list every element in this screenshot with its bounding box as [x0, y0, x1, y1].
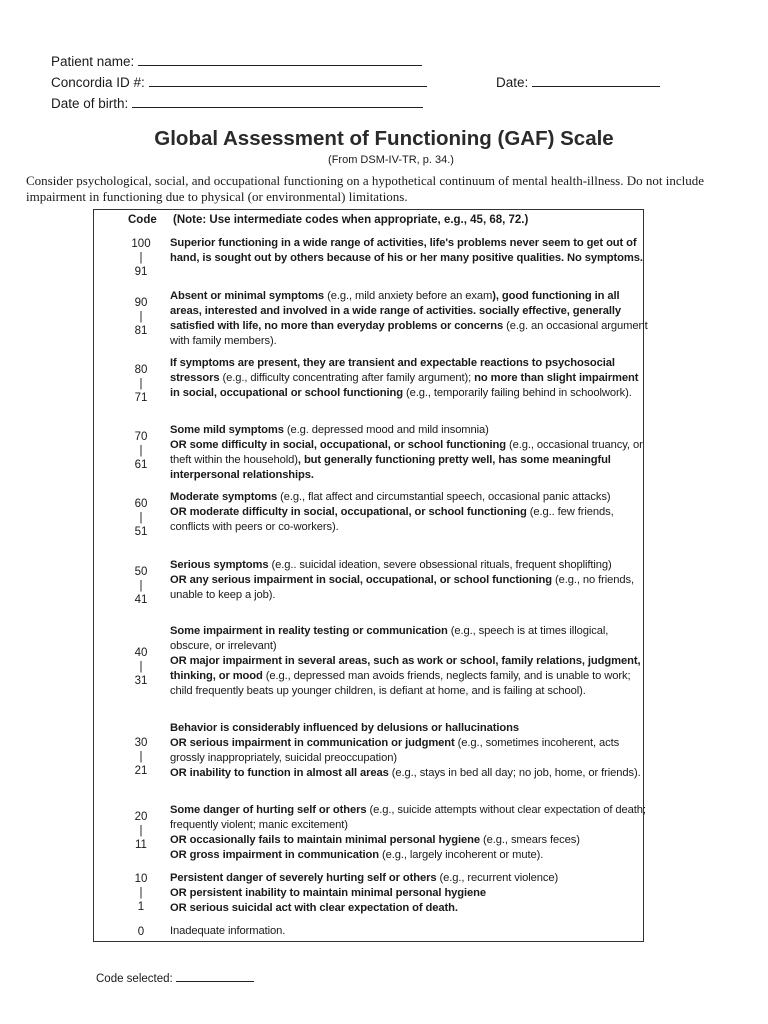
- page-title: Global Assessment of Functioning (GAF) Scale: [154, 127, 614, 150]
- desc-example: (e.g.. suicidal ideation, severe obsessional rituals, frequent shoplifting): [268, 559, 612, 571]
- code-range: [126, 363, 156, 405]
- note-column-header: (Note: Use intermediate codes when appropriate, e.g., 45, 68, 72.): [173, 214, 529, 226]
- code-range: [126, 565, 156, 607]
- desc-bold: ), good functioning in all areas, interested and involved in a wide range of activities. socially effective, generally satisfied with life, no more than everyday problems or concerns: [170, 290, 622, 332]
- code-range-bar: |: [139, 512, 143, 524]
- desc-bold: , but generally functioning pretty well, has some meaningful interpersonal relationships.: [170, 454, 611, 481]
- desc-bold: OR serious suicidal act with clear expectation of death.: [170, 902, 458, 914]
- code-low: 41: [134, 594, 148, 606]
- date-line[interactable]: [532, 74, 660, 87]
- desc-bold: OR inability to function in almost all areas: [170, 767, 389, 779]
- date-of-birth-label: Date of birth:: [51, 96, 129, 111]
- patient-name-field[interactable]: [51, 53, 422, 69]
- code-high: 80: [134, 364, 148, 376]
- code-low: 1: [137, 901, 145, 913]
- row-description: [170, 721, 648, 781]
- gaf-scale-table: [93, 209, 648, 942]
- row-description: [170, 356, 648, 401]
- code-selected-label: Code selected:: [96, 973, 173, 985]
- concordia-id-label: Concordia ID #:: [51, 75, 145, 90]
- code-range-bar: |: [139, 252, 143, 264]
- desc-bold: Some danger of hurting self or others: [170, 804, 367, 816]
- code-high: 100: [131, 238, 151, 250]
- row-description: [170, 803, 648, 863]
- desc-example: (e.g., stays in bed all day; no job, home, or friends).: [388, 767, 641, 779]
- code-low: 31: [134, 675, 148, 687]
- code-range-bar: |: [139, 887, 143, 899]
- code-range: [126, 925, 156, 939]
- source-citation: (From DSM-IV-TR, p. 34.): [328, 154, 454, 166]
- patient-name-line[interactable]: [138, 53, 422, 66]
- desc-example: (e.g., mild anxiety before an exam: [324, 290, 493, 302]
- concordia-id-line[interactable]: [149, 74, 427, 87]
- intro-paragraph: Consider psychological, social, and occupational functioning on a hypothetical continuum of mental health-illness. Do not include impairment in functioning due to physical (or environmental) limitations.: [26, 173, 705, 204]
- row-description: [170, 289, 648, 349]
- code-high: 10: [134, 873, 148, 885]
- code-high: 50: [134, 566, 148, 578]
- desc-bold: Persistent danger of severely hurting self or others: [170, 872, 437, 884]
- code-low: 91: [134, 266, 148, 278]
- concordia-id-field[interactable]: [51, 74, 427, 90]
- desc-example: (e.g., occasional truancy, or theft within the household): [170, 439, 643, 466]
- code-range-bar: |: [139, 825, 143, 837]
- desc-example: (e.g., difficulty concentrating after family argument);: [219, 372, 472, 384]
- code-high: 0: [137, 926, 145, 938]
- desc-bold: OR serious impairment in communication or judgment: [170, 737, 455, 749]
- code-range-bar: |: [139, 580, 143, 592]
- desc-bold: Moderate symptoms: [170, 491, 278, 503]
- code-range-bar: |: [139, 661, 143, 673]
- row-description: [170, 236, 648, 266]
- desc-example: (e.g., sometimes incoherent, acts grossly inappropriately, suicidal preoccupation): [170, 737, 620, 764]
- row-description: [170, 624, 648, 699]
- code-low: 61: [134, 459, 148, 471]
- desc-bold: Some impairment in reality testing or communication: [170, 625, 448, 637]
- desc-bold: Serious symptoms: [170, 559, 269, 571]
- code-selected-field[interactable]: [96, 969, 254, 985]
- desc-example: (e.g., no friends, unable to keep a job).: [170, 574, 635, 601]
- desc-text: Inadequate information.: [170, 925, 286, 937]
- desc-example: (e.g.. few friends, conflicts with peers or co-workers).: [170, 506, 614, 533]
- date-of-birth-line[interactable]: [132, 95, 423, 108]
- code-low: 21: [134, 765, 148, 777]
- desc-bold: OR occasionally fails to maintain minimal personal hygiene: [170, 834, 481, 846]
- desc-bold: no more than slight impairment in social, occupational or school functioning: [170, 372, 639, 399]
- code-range-bar: |: [139, 311, 143, 323]
- desc-bold: OR gross impairment in communication: [170, 849, 379, 861]
- desc-bold: OR persistent inability to maintain minimal personal hygiene: [170, 887, 487, 899]
- desc-example: (e.g., speech is at times illogical, obscure, or irrelevant): [170, 625, 609, 652]
- desc-bold: Some mild symptoms: [170, 424, 284, 436]
- desc-example: (e.g., largely incoherent or mute).: [379, 849, 544, 861]
- code-low: 11: [135, 839, 147, 851]
- desc-bold: OR some difficulty in social, occupational, or school functioning: [170, 439, 506, 451]
- row-description: [170, 423, 648, 483]
- code-high: 40: [134, 647, 148, 659]
- code-range: [126, 872, 156, 914]
- code-range: [126, 296, 156, 338]
- code-low: 81: [134, 325, 148, 337]
- code-high: 20: [134, 811, 148, 823]
- code-column-header: Code: [128, 214, 157, 226]
- code-low: 51: [134, 526, 148, 538]
- code-high: 30: [134, 737, 148, 749]
- code-range: [126, 646, 156, 688]
- row-description: [170, 558, 648, 603]
- code-range: [126, 237, 156, 279]
- date-label: Date:: [496, 75, 529, 90]
- code-range: [126, 497, 156, 539]
- desc-bold: Absent or minimal symptoms: [170, 290, 325, 302]
- date-field[interactable]: [496, 74, 660, 90]
- row-description: [170, 490, 648, 535]
- desc-bold: OR any serious impairment in social, occupational, or school functioning: [170, 574, 552, 586]
- desc-bold: OR moderate difficulty in social, occupational, or school functioning: [170, 506, 527, 518]
- code-range-bar: |: [139, 751, 143, 763]
- code-range: [126, 736, 156, 778]
- desc-example: (e.g., flat affect and circumstantial speech, occasional panic attacks): [277, 491, 611, 503]
- desc-bold: If symptoms are present, they are transient and expectable reactions to psychosocial stressors: [170, 357, 615, 384]
- desc-bold: OR major impairment in several areas, such as work or school, family relations, judgment, thinking, or mood: [170, 655, 641, 682]
- desc-example: (e.g., suicide attempts without clear expectation of death; frequently violent; manic excitement): [170, 804, 646, 831]
- code-high: 90: [134, 297, 148, 309]
- desc-example: (e.g., temporarily failing behind in schoolwork).: [402, 387, 632, 399]
- code-high: 60: [134, 498, 148, 510]
- code-high: 70: [134, 431, 148, 443]
- desc-example: (e.g. depressed mood and mild insomnia): [283, 424, 489, 436]
- desc-example: (e.g., recurrent violence): [436, 872, 559, 884]
- desc-bold: Superior functioning in a wide range of activities, life's problems never seem to get out of hand, is sought out by others because of his or her many positive qualities. No symptoms.: [170, 237, 643, 264]
- code-range: [126, 430, 156, 472]
- desc-example: (e.g. an occasional argument with family members).: [170, 320, 648, 347]
- row-description: [170, 924, 648, 939]
- code-selected-line[interactable]: [176, 969, 254, 982]
- code-range-bar: |: [139, 445, 143, 457]
- date-of-birth-field[interactable]: [51, 95, 423, 111]
- desc-bold: Behavior is considerably influenced by delusions or hallucinations: [170, 722, 519, 734]
- patient-name-label: Patient name:: [51, 54, 135, 69]
- code-low: 71: [134, 392, 148, 404]
- row-description: [170, 871, 648, 916]
- desc-example: (e.g., depressed man avoids friends, neglects family, and is unable to work; child frequently beats up younger children, is defiant at home, and is failing at school).: [170, 670, 631, 697]
- code-range-bar: |: [139, 378, 143, 390]
- code-range: [126, 810, 156, 852]
- desc-example: (e.g., smears feces): [480, 834, 580, 846]
